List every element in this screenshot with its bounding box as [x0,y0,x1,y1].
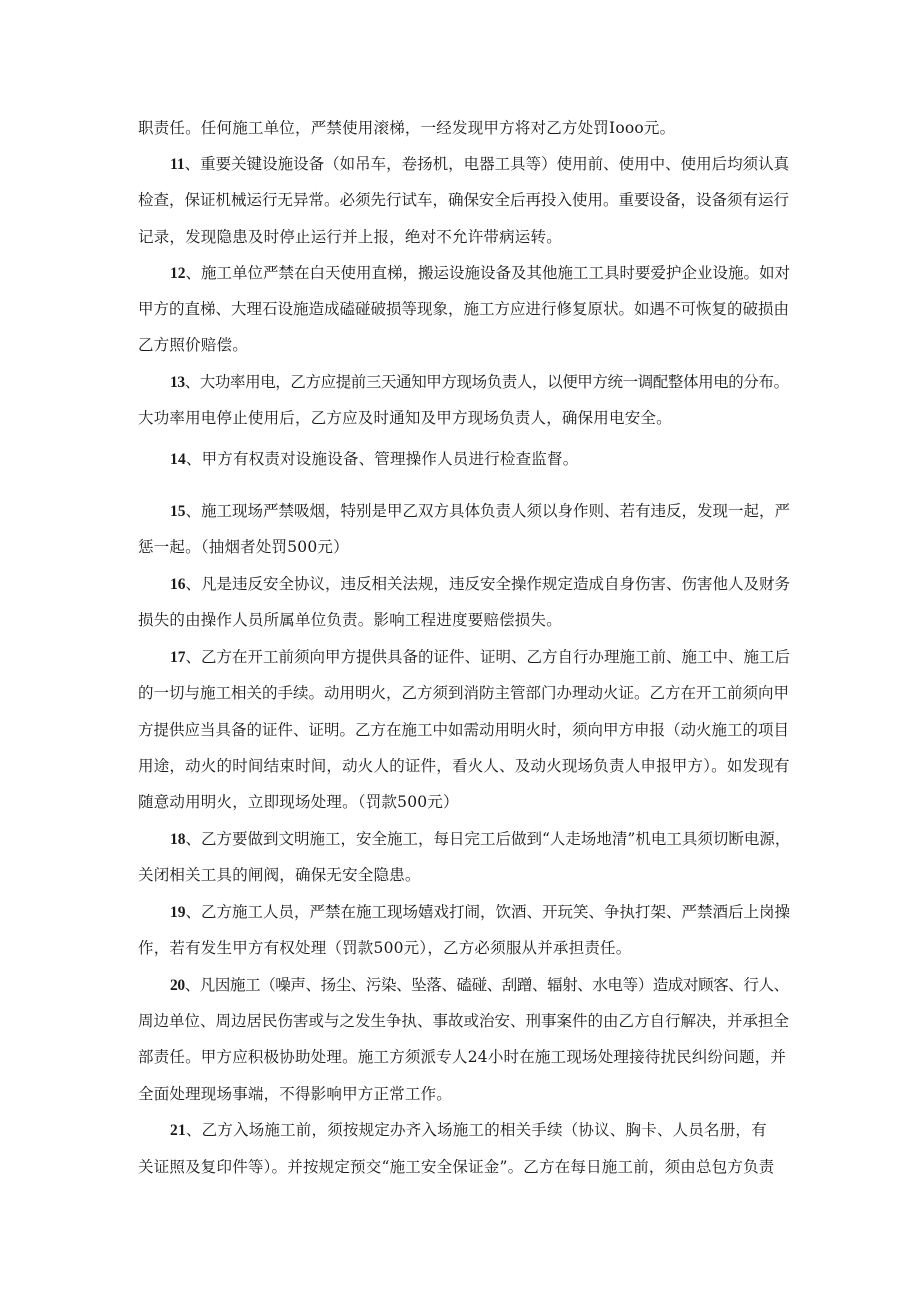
clause-16-line: 16、凡是违反安全协议，违反相关法规，违反安全操作规定造成自身伤害、伤害他人及财务 [170,575,791,593]
text-line: 全面处理现场事端，不得影响甲方正常工作。 [138,1085,453,1103]
text-line: 检查，保证机械运行无异常。必须先行试车，确保安全后再投入使用。重要设备，设备须有运行 [138,191,790,209]
text-line: 的一切与施工相关的手续。动用明火，乙方须到消防主管部门办理动火证。乙方在开工前须向甲 [138,684,790,702]
clause-14-line: 14、甲方有权责对设施设备、管理操作人员进行检查监督。 [170,450,579,468]
clause-15-line: 15、施工现场严禁吸烟，特别是甲乙双方具体负责人须以身作则、若有违反，发现一起，严 [170,502,791,520]
text-line: 方提供应当具备的证件、证明。乙方在施工中如需动用明火时，须向甲方申报（动火施工的项目 [138,721,790,739]
text-line: 作，若有发生甲方有权处理（罚款500元），乙方必须服从并承担责任。 [138,939,632,957]
text-line: 记录，发现隐患及时停止运行并上报，绝对不允许带病运转。 [138,228,562,246]
clause-13-line: 13、大功率用电，乙方应提前三天通知甲方现场负责人，以便甲方统一调配整体用电的分布。 [170,373,789,391]
text-line: 关闭相关工具的闸阀，确保无安全隐患。 [138,866,421,884]
text-line: 惩一起。（抽烟者处罚500元） [138,538,349,556]
clause-17-line: 17、乙方在开工前须向甲方提供具备的证件、证明、乙方自行办理施工前、施工中、施工后 [170,648,791,666]
text-line: 周边单位、周边居民伤害或与之发生争执、事故或治安、刑事案件的由乙方自行解决，并承担全 [138,1012,790,1030]
clause-18-line: 18、乙方要做到文明施工，安全施工，每日完工后做到“人走场地清”机电工具须切断电源， [170,830,791,848]
text-line: 职责任。任何施工单位，严禁使用滚梯，一经发现甲方将对乙方处罚Iooo元。 [138,119,676,137]
clause-19-line: 19、乙方施工人员，严禁在施工现场嬉戏打闹，饮酒、开玩笑、争执打架、严禁酒后上岗操 [170,903,791,921]
text-line: 损失的由操作人员所属单位负责。影响工程进度要赔偿损失。 [138,611,562,629]
text-line: 大功率用电停止使用后，乙方应及时通知及甲方现场负责人，确保用电安全。 [138,409,672,427]
clause-11-line: 11、重要关键设施设备（如吊车，卷扬机，电器工具等）使用前、使用中、使用后均须认真 [170,155,790,173]
clause-20-line: 20、凡因施工（噪声、扬尘、污染、坠落、磕碰、刮蹭、辐射、水电等）造成对顾客、行人、 [170,976,789,994]
text-line: 部责任。甲方应积极协助处理。施工方须派专人24小时在施工现场处理接待扰民纠纷问题，并 [138,1048,787,1066]
clause-12-line: 12、施工单位严禁在白天使用直梯，搬运设施设备及其他施工工具时要爱护企业设施。如对 [170,264,791,282]
text-line: 随意动用明火，立即现场处理。（罚款500元） [138,793,459,811]
clause-21-line: 21、乙方入场施工前，须按规定办齐入场施工的相关手续（协议、胸卡、人员名册，有 [170,1121,767,1139]
text-line: 甲方的直梯、大理石设施造成磕碰破损等现象，施工方应进行修复原状。如遇不可恢复的破损由 [138,300,790,318]
text-line: 关证照及复印件等）。并按规定预交“施工安全保证金”。乙方在每日施工前，须由总包方负责 [138,1158,775,1176]
text-line: 用途，动火的时间结束时间，动火人的证件，看火人、及动火现场负责人申报甲方）。如发现有 [138,757,790,775]
text-line: 乙方照价赔偿。 [138,336,248,354]
